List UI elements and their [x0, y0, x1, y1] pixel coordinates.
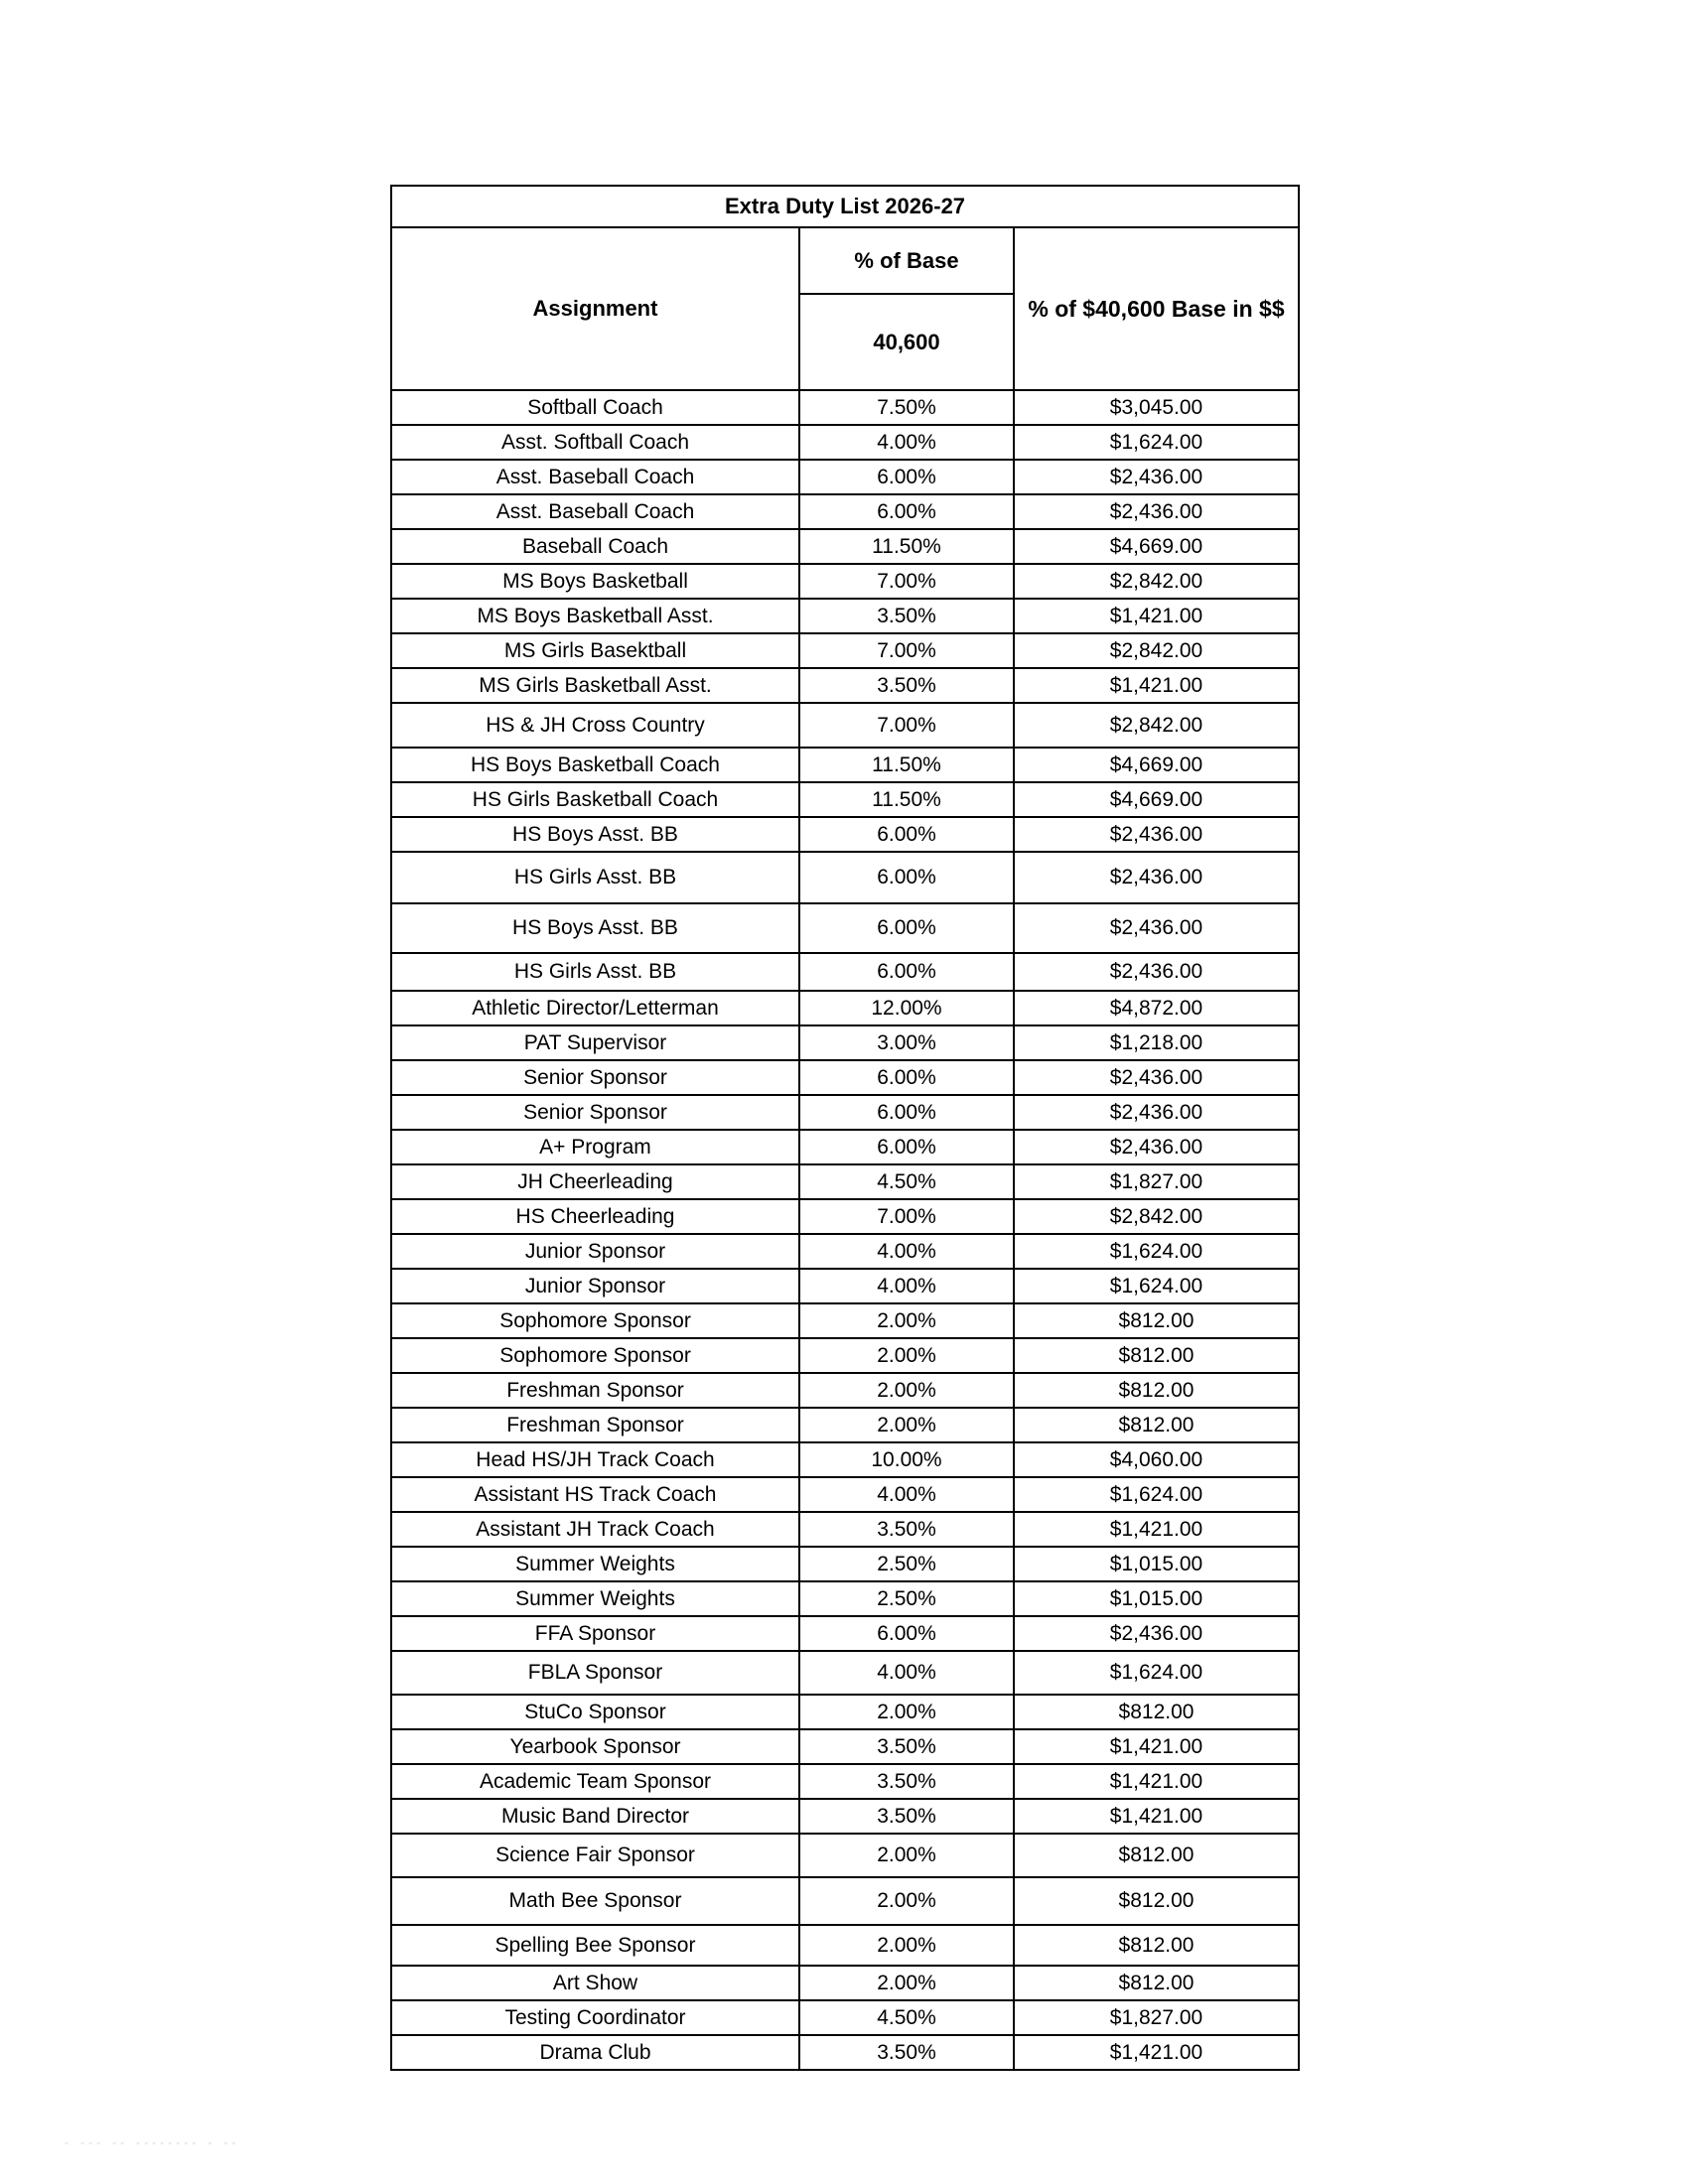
amount-cell: $4,060.00	[1014, 1442, 1299, 1477]
assignment-cell: Music Band Director	[391, 1799, 799, 1834]
amount-cell: $1,421.00	[1014, 2035, 1299, 2070]
assignment-cell: Asst. Baseball Coach	[391, 494, 799, 529]
amount-cell: $2,842.00	[1014, 703, 1299, 748]
table-row	[391, 529, 1299, 564]
assignment-cell: Academic Team Sponsor	[391, 1764, 799, 1799]
assignment-cell: Baseball Coach	[391, 529, 799, 564]
percent-cell: 7.00%	[799, 1199, 1014, 1234]
assignment-cell: Summer Weights	[391, 1581, 799, 1616]
table-title: Extra Duty List 2026-27	[391, 186, 1299, 227]
percent-cell: 4.00%	[799, 1234, 1014, 1269]
table-row	[391, 460, 1299, 494]
table-row	[391, 564, 1299, 599]
amount-cell: $2,436.00	[1014, 1130, 1299, 1164]
table-row	[391, 991, 1299, 1025]
amount-cell: $1,421.00	[1014, 1799, 1299, 1834]
table-row	[391, 1060, 1299, 1095]
percent-cell: 2.00%	[799, 1373, 1014, 1408]
table-row	[391, 1199, 1299, 1234]
assignment-cell: Yearbook Sponsor	[391, 1729, 799, 1764]
assignment-cell: Assistant JH Track Coach	[391, 1512, 799, 1547]
assignment-cell: MS Boys Basketball Asst.	[391, 599, 799, 633]
percent-cell: 7.00%	[799, 703, 1014, 748]
assignment-cell: JH Cheerleading	[391, 1164, 799, 1199]
amount-cell: $812.00	[1014, 1303, 1299, 1338]
percent-cell: 3.50%	[799, 1729, 1014, 1764]
amount-cell: $812.00	[1014, 1834, 1299, 1877]
table-row	[391, 1303, 1299, 1338]
assignment-cell: HS Girls Asst. BB	[391, 852, 799, 903]
amount-cell: $1,421.00	[1014, 668, 1299, 703]
assignment-cell: Drama Club	[391, 2035, 799, 2070]
table-row	[391, 425, 1299, 460]
assignment-cell: Softball Coach	[391, 390, 799, 425]
table-row	[391, 2000, 1299, 2035]
table-row	[391, 1616, 1299, 1651]
assignment-cell: Senior Sponsor	[391, 1060, 799, 1095]
percent-cell: 3.50%	[799, 2035, 1014, 2070]
percent-cell: 3.50%	[799, 1799, 1014, 1834]
amount-cell: $812.00	[1014, 1338, 1299, 1373]
table-row	[391, 1408, 1299, 1442]
assignment-cell: MS Boys Basketball	[391, 564, 799, 599]
col-header-pct-of-base: % of Base	[799, 227, 1014, 294]
percent-cell: 6.00%	[799, 953, 1014, 991]
percent-cell: 7.00%	[799, 564, 1014, 599]
amount-cell: $2,436.00	[1014, 1616, 1299, 1651]
amount-cell: $1,624.00	[1014, 1234, 1299, 1269]
amount-cell: $2,842.00	[1014, 633, 1299, 668]
assignment-cell: HS Cheerleading	[391, 1199, 799, 1234]
assignment-cell: HS Boys Asst. BB	[391, 903, 799, 953]
percent-cell: 2.00%	[799, 1877, 1014, 1925]
percent-cell: 6.00%	[799, 494, 1014, 529]
assignment-cell: HS Girls Asst. BB	[391, 953, 799, 991]
table-row	[391, 1130, 1299, 1164]
title-row	[391, 186, 1299, 227]
table-row	[391, 1764, 1299, 1799]
percent-cell: 6.00%	[799, 1616, 1014, 1651]
amount-cell: $2,436.00	[1014, 953, 1299, 991]
table-row	[391, 1373, 1299, 1408]
percent-cell: 2.00%	[799, 1408, 1014, 1442]
table-row	[391, 1925, 1299, 1966]
col-header-base-amount: 40,600	[799, 294, 1014, 390]
amount-cell: $1,827.00	[1014, 2000, 1299, 2035]
amount-cell: $2,842.00	[1014, 1199, 1299, 1234]
table-row	[391, 703, 1299, 748]
table-row	[391, 390, 1299, 425]
amount-cell: $812.00	[1014, 1695, 1299, 1729]
assignment-cell: Sophomore Sponsor	[391, 1303, 799, 1338]
amount-cell: $4,872.00	[1014, 991, 1299, 1025]
percent-cell: 4.50%	[799, 1164, 1014, 1199]
amount-cell: $4,669.00	[1014, 529, 1299, 564]
table-row	[391, 1877, 1299, 1925]
table-row	[391, 1442, 1299, 1477]
percent-cell: 2.00%	[799, 1303, 1014, 1338]
percent-cell: 4.00%	[799, 425, 1014, 460]
percent-cell: 2.50%	[799, 1547, 1014, 1581]
amount-cell: $2,436.00	[1014, 1095, 1299, 1130]
percent-cell: 6.00%	[799, 817, 1014, 852]
amount-cell: $1,421.00	[1014, 1729, 1299, 1764]
assignment-cell: Junior Sponsor	[391, 1234, 799, 1269]
assignment-cell: HS Girls Basketball Coach	[391, 782, 799, 817]
percent-cell: 4.00%	[799, 1477, 1014, 1512]
percent-cell: 2.00%	[799, 1925, 1014, 1966]
assignment-cell: Junior Sponsor	[391, 1269, 799, 1303]
header-row-top	[391, 227, 1299, 294]
table-row	[391, 1234, 1299, 1269]
percent-cell: 2.00%	[799, 1695, 1014, 1729]
percent-cell: 6.00%	[799, 1095, 1014, 1130]
percent-cell: 7.50%	[799, 390, 1014, 425]
percent-cell: 12.00%	[799, 991, 1014, 1025]
amount-cell: $1,421.00	[1014, 599, 1299, 633]
table-body	[391, 390, 1299, 2070]
percent-cell: 4.50%	[799, 2000, 1014, 2035]
table-row	[391, 1164, 1299, 1199]
table-row	[391, 1025, 1299, 1060]
table-row	[391, 782, 1299, 817]
percent-cell: 2.00%	[799, 1966, 1014, 2000]
percent-cell: 3.50%	[799, 1764, 1014, 1799]
percent-cell: 6.00%	[799, 903, 1014, 953]
assignment-cell: Asst. Baseball Coach	[391, 460, 799, 494]
extra-duty-table	[390, 185, 1300, 2071]
table-row	[391, 1966, 1299, 2000]
assignment-cell: FBLA Sponsor	[391, 1651, 799, 1695]
table-row	[391, 1695, 1299, 1729]
assignment-cell: Freshman Sponsor	[391, 1408, 799, 1442]
amount-cell: $2,436.00	[1014, 494, 1299, 529]
table-row	[391, 599, 1299, 633]
col-header-dollar: % of $40,600 Base in $$	[1014, 227, 1299, 390]
percent-cell: 10.00%	[799, 1442, 1014, 1477]
amount-cell: $812.00	[1014, 1877, 1299, 1925]
percent-cell: 6.00%	[799, 1130, 1014, 1164]
percent-cell: 6.00%	[799, 1060, 1014, 1095]
amount-cell: $2,436.00	[1014, 460, 1299, 494]
assignment-cell: Spelling Bee Sponsor	[391, 1925, 799, 1966]
amount-cell: $2,436.00	[1014, 1060, 1299, 1095]
percent-cell: 6.00%	[799, 460, 1014, 494]
amount-cell: $1,624.00	[1014, 1477, 1299, 1512]
table-row	[391, 1834, 1299, 1877]
table-row	[391, 2035, 1299, 2070]
assignment-cell: Head HS/JH Track Coach	[391, 1442, 799, 1477]
percent-cell: 3.50%	[799, 668, 1014, 703]
percent-cell: 4.00%	[799, 1651, 1014, 1695]
assignment-cell: Math Bee Sponsor	[391, 1877, 799, 1925]
amount-cell: $3,045.00	[1014, 390, 1299, 425]
assignment-cell: Summer Weights	[391, 1547, 799, 1581]
amount-cell: $812.00	[1014, 1966, 1299, 2000]
table-row	[391, 668, 1299, 703]
table-row	[391, 1477, 1299, 1512]
percent-cell: 2.00%	[799, 1834, 1014, 1877]
percent-cell: 2.00%	[799, 1338, 1014, 1373]
table-row	[391, 1512, 1299, 1547]
assignment-cell: MS Girls Basektball	[391, 633, 799, 668]
amount-cell: $4,669.00	[1014, 782, 1299, 817]
amount-cell: $2,436.00	[1014, 817, 1299, 852]
table-row	[391, 748, 1299, 782]
assignment-cell: A+ Program	[391, 1130, 799, 1164]
amount-cell: $1,624.00	[1014, 425, 1299, 460]
percent-cell: 11.50%	[799, 748, 1014, 782]
col-header-assignment: Assignment	[391, 227, 799, 390]
assignment-cell: FFA Sponsor	[391, 1616, 799, 1651]
assignment-cell: StuCo Sponsor	[391, 1695, 799, 1729]
percent-cell: 7.00%	[799, 633, 1014, 668]
table-row	[391, 494, 1299, 529]
table-row	[391, 1581, 1299, 1616]
percent-cell: 11.50%	[799, 529, 1014, 564]
percent-cell: 3.00%	[799, 1025, 1014, 1060]
table-row	[391, 1799, 1299, 1834]
assignment-cell: Athletic Director/Letterman	[391, 991, 799, 1025]
table-row	[391, 1651, 1299, 1695]
amount-cell: $812.00	[1014, 1408, 1299, 1442]
amount-cell: $1,624.00	[1014, 1269, 1299, 1303]
assignment-cell: Asst. Softball Coach	[391, 425, 799, 460]
table-row	[391, 1338, 1299, 1373]
amount-cell: $1,015.00	[1014, 1581, 1299, 1616]
table-row	[391, 903, 1299, 953]
assignment-cell: PAT Supervisor	[391, 1025, 799, 1060]
assignment-cell: HS Boys Asst. BB	[391, 817, 799, 852]
amount-cell: $2,842.00	[1014, 564, 1299, 599]
table-row	[391, 1269, 1299, 1303]
assignment-cell: Freshman Sponsor	[391, 1373, 799, 1408]
amount-cell: $1,421.00	[1014, 1512, 1299, 1547]
amount-cell: $1,015.00	[1014, 1547, 1299, 1581]
amount-cell: $2,436.00	[1014, 852, 1299, 903]
amount-cell: $4,669.00	[1014, 748, 1299, 782]
assignment-cell: Science Fair Sponsor	[391, 1834, 799, 1877]
assignment-cell: Testing Coordinator	[391, 2000, 799, 2035]
amount-cell: $812.00	[1014, 1925, 1299, 1966]
percent-cell: 3.50%	[799, 599, 1014, 633]
table-row	[391, 1547, 1299, 1581]
percent-cell: 11.50%	[799, 782, 1014, 817]
assignment-cell: Senior Sponsor	[391, 1095, 799, 1130]
footer-artifact: - --- -- -------- - --	[64, 2138, 239, 2149]
percent-cell: 2.50%	[799, 1581, 1014, 1616]
amount-cell: $1,421.00	[1014, 1764, 1299, 1799]
table-row	[391, 1729, 1299, 1764]
table-row	[391, 817, 1299, 852]
table-row	[391, 953, 1299, 991]
assignment-cell: HS Boys Basketball Coach	[391, 748, 799, 782]
percent-cell: 3.50%	[799, 1512, 1014, 1547]
percent-cell: 4.00%	[799, 1269, 1014, 1303]
assignment-cell: Sophomore Sponsor	[391, 1338, 799, 1373]
percent-cell: 6.00%	[799, 852, 1014, 903]
assignment-cell: Assistant HS Track Coach	[391, 1477, 799, 1512]
amount-cell: $1,624.00	[1014, 1651, 1299, 1695]
assignment-cell: Art Show	[391, 1966, 799, 2000]
amount-cell: $2,436.00	[1014, 903, 1299, 953]
amount-cell: $1,218.00	[1014, 1025, 1299, 1060]
assignment-cell: HS & JH Cross Country	[391, 703, 799, 748]
amount-cell: $812.00	[1014, 1373, 1299, 1408]
table-row	[391, 1095, 1299, 1130]
assignment-cell: MS Girls Basketball Asst.	[391, 668, 799, 703]
table-row	[391, 633, 1299, 668]
table-row	[391, 852, 1299, 903]
amount-cell: $1,827.00	[1014, 1164, 1299, 1199]
